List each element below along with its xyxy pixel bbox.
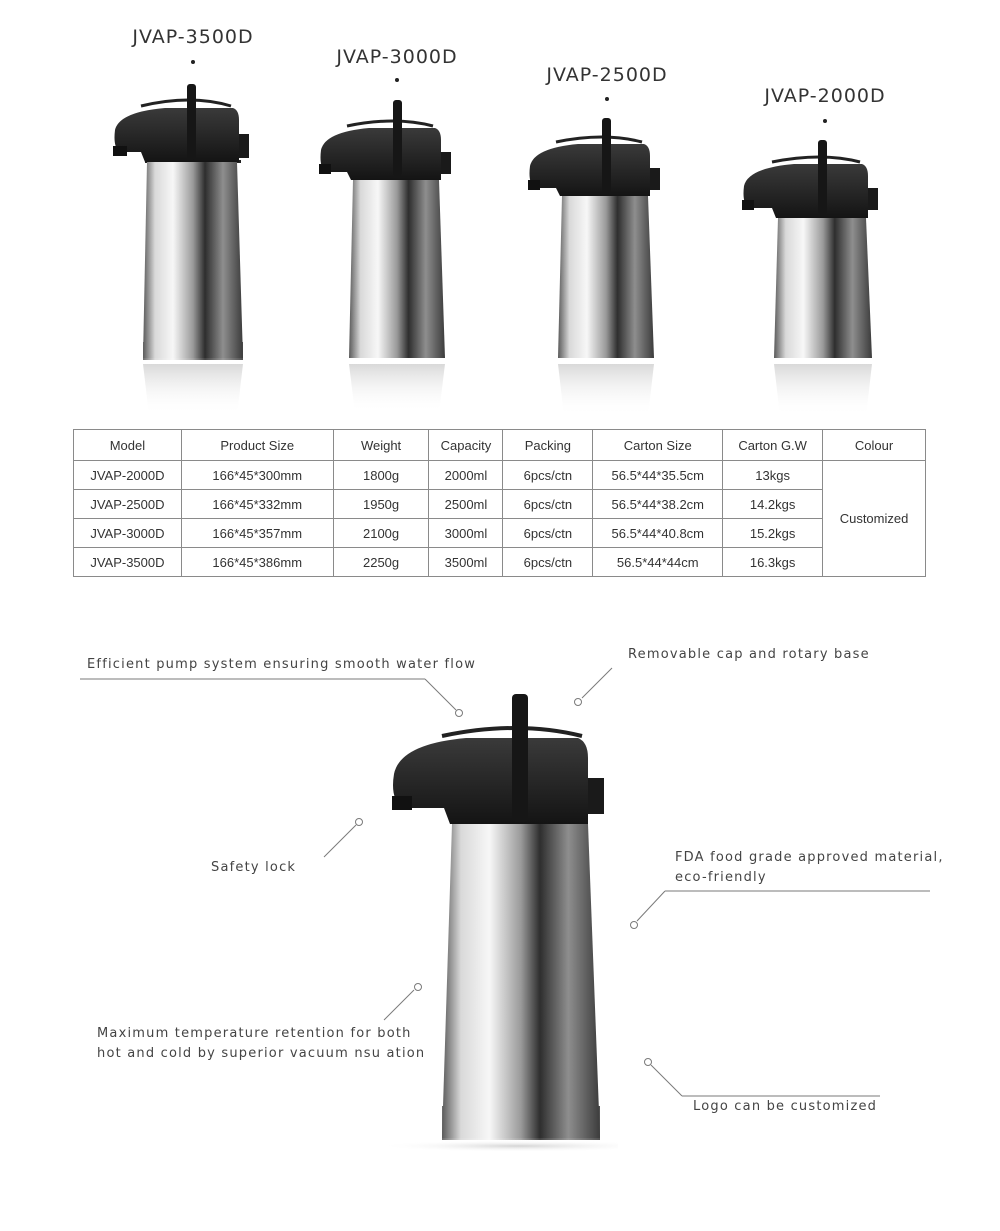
cell-weight: 1800g xyxy=(333,461,429,490)
featured-flask-image xyxy=(388,690,618,1160)
feature-safety-text: Safety lock xyxy=(211,860,297,875)
header-model: Model xyxy=(74,430,182,461)
header-carton-gw: Carton G.W xyxy=(723,430,823,461)
header-weight: Weight xyxy=(333,430,429,461)
cell-packing: 6pcs/ctn xyxy=(503,490,593,519)
cell-capacity: 3000ml xyxy=(429,519,503,548)
cell-carton-size: 56.5*44*38.2cm xyxy=(593,490,723,519)
feature-logo-text: Logo can be customized xyxy=(693,1099,878,1114)
cell-model: JVAP-2500D xyxy=(74,490,182,519)
cell-weight: 2100g xyxy=(333,519,429,548)
cell-weight: 2250g xyxy=(333,548,429,577)
header-carton-size: Carton Size xyxy=(593,430,723,461)
cell-carton-size: 56.5*44*44cm xyxy=(593,548,723,577)
header-capacity: Capacity xyxy=(429,430,503,461)
cell-carton-size: 56.5*44*35.5cm xyxy=(593,461,723,490)
cell-product-size: 166*45*386mm xyxy=(181,548,333,577)
cell-carton-gw: 13kgs xyxy=(723,461,823,490)
header-product-size: Product Size xyxy=(181,430,333,461)
header-colour: Colour xyxy=(823,430,926,461)
cell-capacity: 2500ml xyxy=(429,490,503,519)
cell-model: JVAP-3500D xyxy=(74,548,182,577)
cell-model: JVAP-3000D xyxy=(74,519,182,548)
cell-weight: 1950g xyxy=(333,490,429,519)
feature-temp-text xyxy=(97,1024,425,1064)
cell-carton-gw: 16.3kgs xyxy=(723,548,823,577)
cell-product-size: 166*45*300mm xyxy=(181,461,333,490)
feature-temp-line2: hot and cold by superior vacuum nsu ation xyxy=(97,1046,426,1061)
cell-colour: Customized xyxy=(823,461,926,577)
cell-model: JVAP-2000D xyxy=(74,461,182,490)
feature-fda-line1: FDA food grade approved material, xyxy=(675,850,944,865)
cell-carton-gw: 14.2kgs xyxy=(723,490,823,519)
feature-temp-line1: Maximum temperature retention for both xyxy=(97,1026,412,1041)
cell-packing: 6pcs/ctn xyxy=(503,548,593,577)
feature-pump-text: Efficient pump system ensuring smooth water flow xyxy=(87,657,477,672)
header-packing: Packing xyxy=(503,430,593,461)
model-label-3000d: JVAP-3000D xyxy=(336,46,458,68)
cell-packing: 6pcs/ctn xyxy=(503,461,593,490)
cell-capacity: 2000ml xyxy=(429,461,503,490)
model-label-3500d: JVAP-3500D xyxy=(132,26,254,48)
feature-fda-text xyxy=(675,848,944,888)
feature-fda-line2: eco-friendly xyxy=(675,870,767,885)
cell-packing: 6pcs/ctn xyxy=(503,519,593,548)
cell-carton-gw: 15.2kgs xyxy=(723,519,823,548)
cell-product-size: 166*45*332mm xyxy=(181,490,333,519)
feature-cap-text: Removable cap and rotary base xyxy=(628,647,870,662)
model-label-2500d: JVAP-2500D xyxy=(546,64,668,86)
model-label-2000d: JVAP-2000D xyxy=(764,85,886,107)
cell-product-size: 166*45*357mm xyxy=(181,519,333,548)
cell-capacity: 3500ml xyxy=(429,548,503,577)
cell-carton-size: 56.5*44*40.8cm xyxy=(593,519,723,548)
